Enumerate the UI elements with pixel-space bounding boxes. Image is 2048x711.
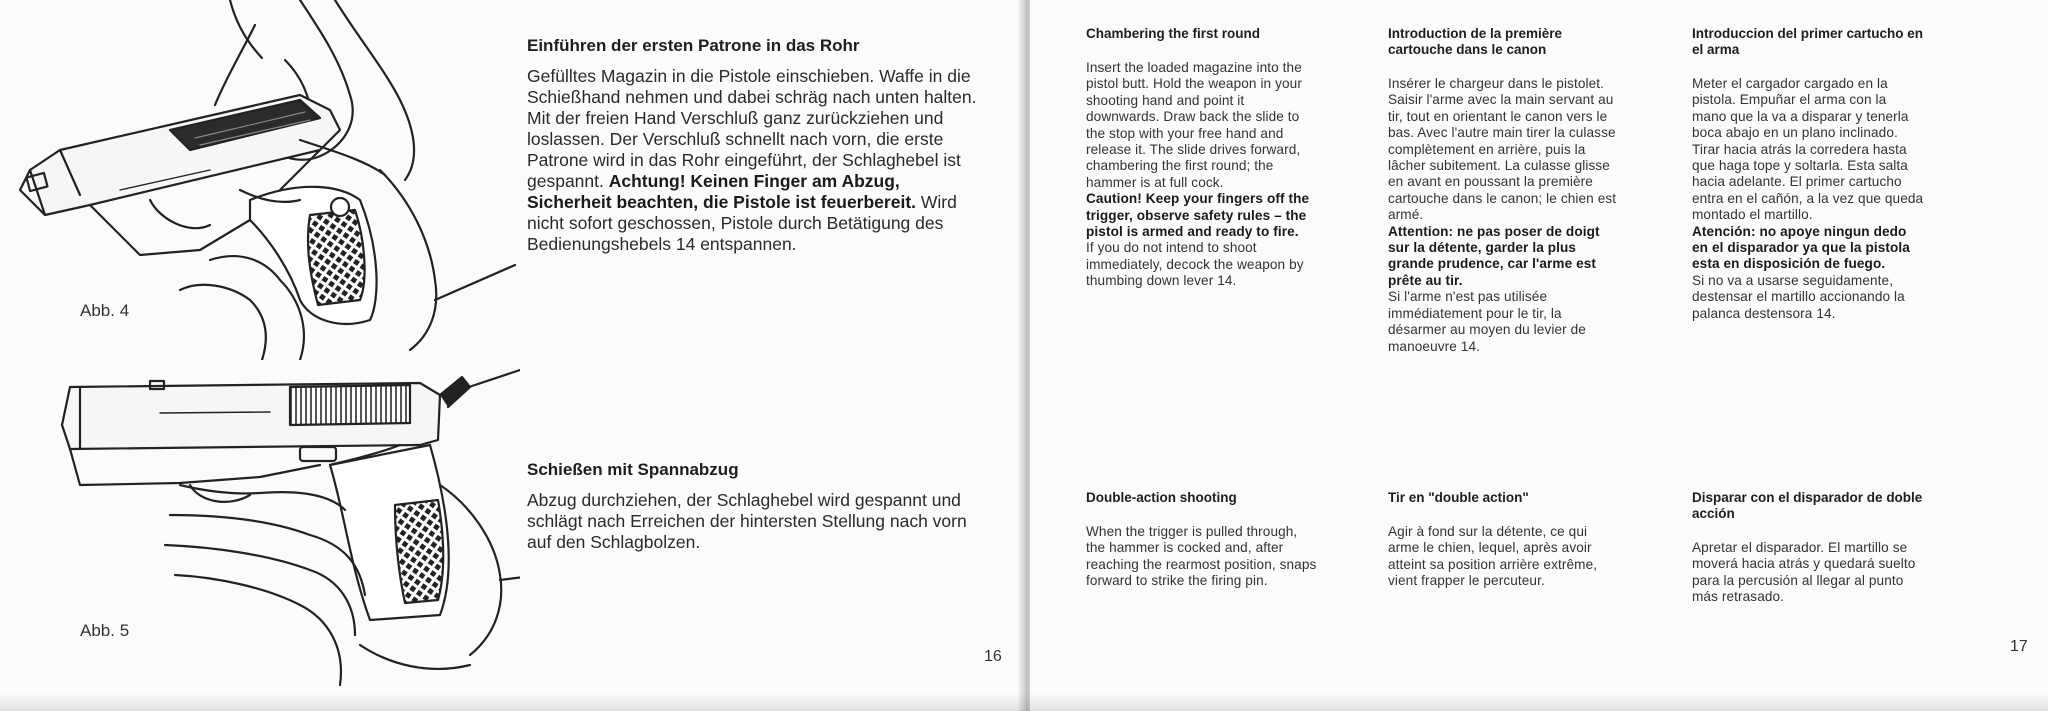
french-section-title: Tir en "double action" <box>1388 490 1529 505</box>
german-section-body: Abzug durchziehen, der Schlaghebel wird gespannt und schlägt nach Erreichen der hintersten Stellung nach vorn auf den Schlagbolzen. <box>527 490 967 552</box>
english-warning: Caution! Keep your fingers off the trigger, observe safety rules – the pistol is armed and ready to fire. <box>1086 191 1310 240</box>
spanish-section-body <box>1692 76 1924 322</box>
page-number-right: 17 <box>2010 638 2028 655</box>
german-section-title: Schießen mit Spannabzug <box>527 460 739 479</box>
german-decock-note: Wird nicht sofort geschossen, Pistole durch Betätigung des Bedienungshebels 14 entspannen. <box>527 192 957 254</box>
english-decock-note: If you do not intend to shoot immediately, decock the weapon by thumbing down lever 14. <box>1086 240 1304 289</box>
english-section-title: Double-action shooting <box>1086 490 1237 505</box>
french-column-double-action <box>1388 490 1620 590</box>
figure-4-label: Abb. 4 <box>80 301 130 320</box>
right-page <box>1030 0 2048 711</box>
english-instructions: Insert the loaded magazine into the pistol butt. Hold the weapon in your shooting hand and point it downwards. Draw back the slide to the stop with your free hand and release it. The slide drives forward, chambering the first round; the hammer is at full cock. <box>1086 60 1302 190</box>
french-section-body: Agir à fond sur la détente, ce qui arme le chien, lequel, après avoir atteint sa position arrière extrême, vient frapper le percuteur. <box>1388 524 1598 589</box>
hand-holding-pistol-drawing <box>0 365 520 695</box>
french-column-chambering <box>1388 26 1620 355</box>
german-section-double-action <box>527 460 979 553</box>
spanish-decock-note: Si no va a usarse seguidamente, destensar el martillo accionando la palanca destensora 14. <box>1692 272 1905 321</box>
german-instructions: Gefülltes Magazin in die Pistole einschieben. Waffe in die Schießhand nehmen und dabei schräg nach unten halten. Mit der freien Hand Verschluß ganz zurückziehen und loslassen. Der Verschluß schnellt nach vorn, die erste Patrone wird in das Rohr eingeführt, der Schlaghebel ist gespannt. <box>527 66 977 191</box>
french-instructions: Insérer le chargeur dans le pistolet. Saisir l'arme avec la main servant au tir, tout en orientant le canon vers le bas. Avec l'autre main tirer la culasse complètement en arrière, puis la lâcher subitement. La culasse glisse en avant en poussant la première cartouche dans le canon; le chien est armé. <box>1388 76 1617 223</box>
spanish-section-body: Apretar el disparador. El martillo se moverá hacia atrás y quedará suelto para la percusión al llegar al punto más retrasado. <box>1692 540 1916 605</box>
english-column-double-action <box>1086 490 1318 590</box>
figure-4 <box>0 0 520 360</box>
page-bottom-shadow <box>0 693 2048 711</box>
spanish-instructions: Meter el cargador cargado en la pistola. Empuñar el arma con la mano que la va a disparar y tenerla boca abajo en un plano inclinado. Tirar hacia atrás la corredera hasta que haga tope y soltarla. Esta salta hacia adelante. El primer cartucho entra en el cañón, a la vez que queda montado el martillo. <box>1692 76 1924 223</box>
spanish-column-chambering <box>1692 26 1924 322</box>
spanish-warning: Atención: no apoye ningun dedo en el disparador ya que la pistola esta en disposición de fuego. <box>1692 223 1910 272</box>
german-section-chambering <box>527 36 979 255</box>
left-page <box>0 0 1022 711</box>
page-number-left: 16 <box>984 648 1002 665</box>
figure-5-label: Abb. 5 <box>80 621 130 640</box>
french-decock-note: Si l'arme n'est pas utilisée immédiatement pour le tir, la désarmer au moyen du levier de manoeuvre 14. <box>1388 289 1586 354</box>
german-section-body <box>527 66 979 255</box>
french-section-title: Introduction de la première cartouche dans le canon <box>1388 26 1563 57</box>
spanish-column-double-action <box>1692 490 1924 606</box>
english-section-body <box>1086 60 1318 290</box>
spanish-section-title: Introduccion del primer cartucho en el arma <box>1692 26 1924 57</box>
english-column-chambering <box>1086 26 1318 290</box>
german-section-title: Einführen der ersten Patrone in das Rohr <box>527 36 860 55</box>
french-warning: Attention: ne pas poser de doigt sur la détente, garder la plus grande prudence, car l'arme est prête au tir. <box>1388 223 1600 288</box>
french-section-body <box>1388 76 1620 355</box>
hand-loading-pistol-drawing <box>0 0 520 360</box>
figure-5 <box>0 365 520 695</box>
spanish-section-title: Disparar con el disparador de doble acción <box>1692 490 1923 521</box>
german-warning: Achtung! Keinen Finger am Abzug, Sicherheit beachten, die Pistole ist feuerbereit. <box>527 171 917 212</box>
english-section-title: Chambering the first round <box>1086 26 1261 41</box>
english-section-body: When the trigger is pulled through, the hammer is cocked and, after reaching the rearmost position, snaps forward to strike the firing pin. <box>1086 524 1317 589</box>
